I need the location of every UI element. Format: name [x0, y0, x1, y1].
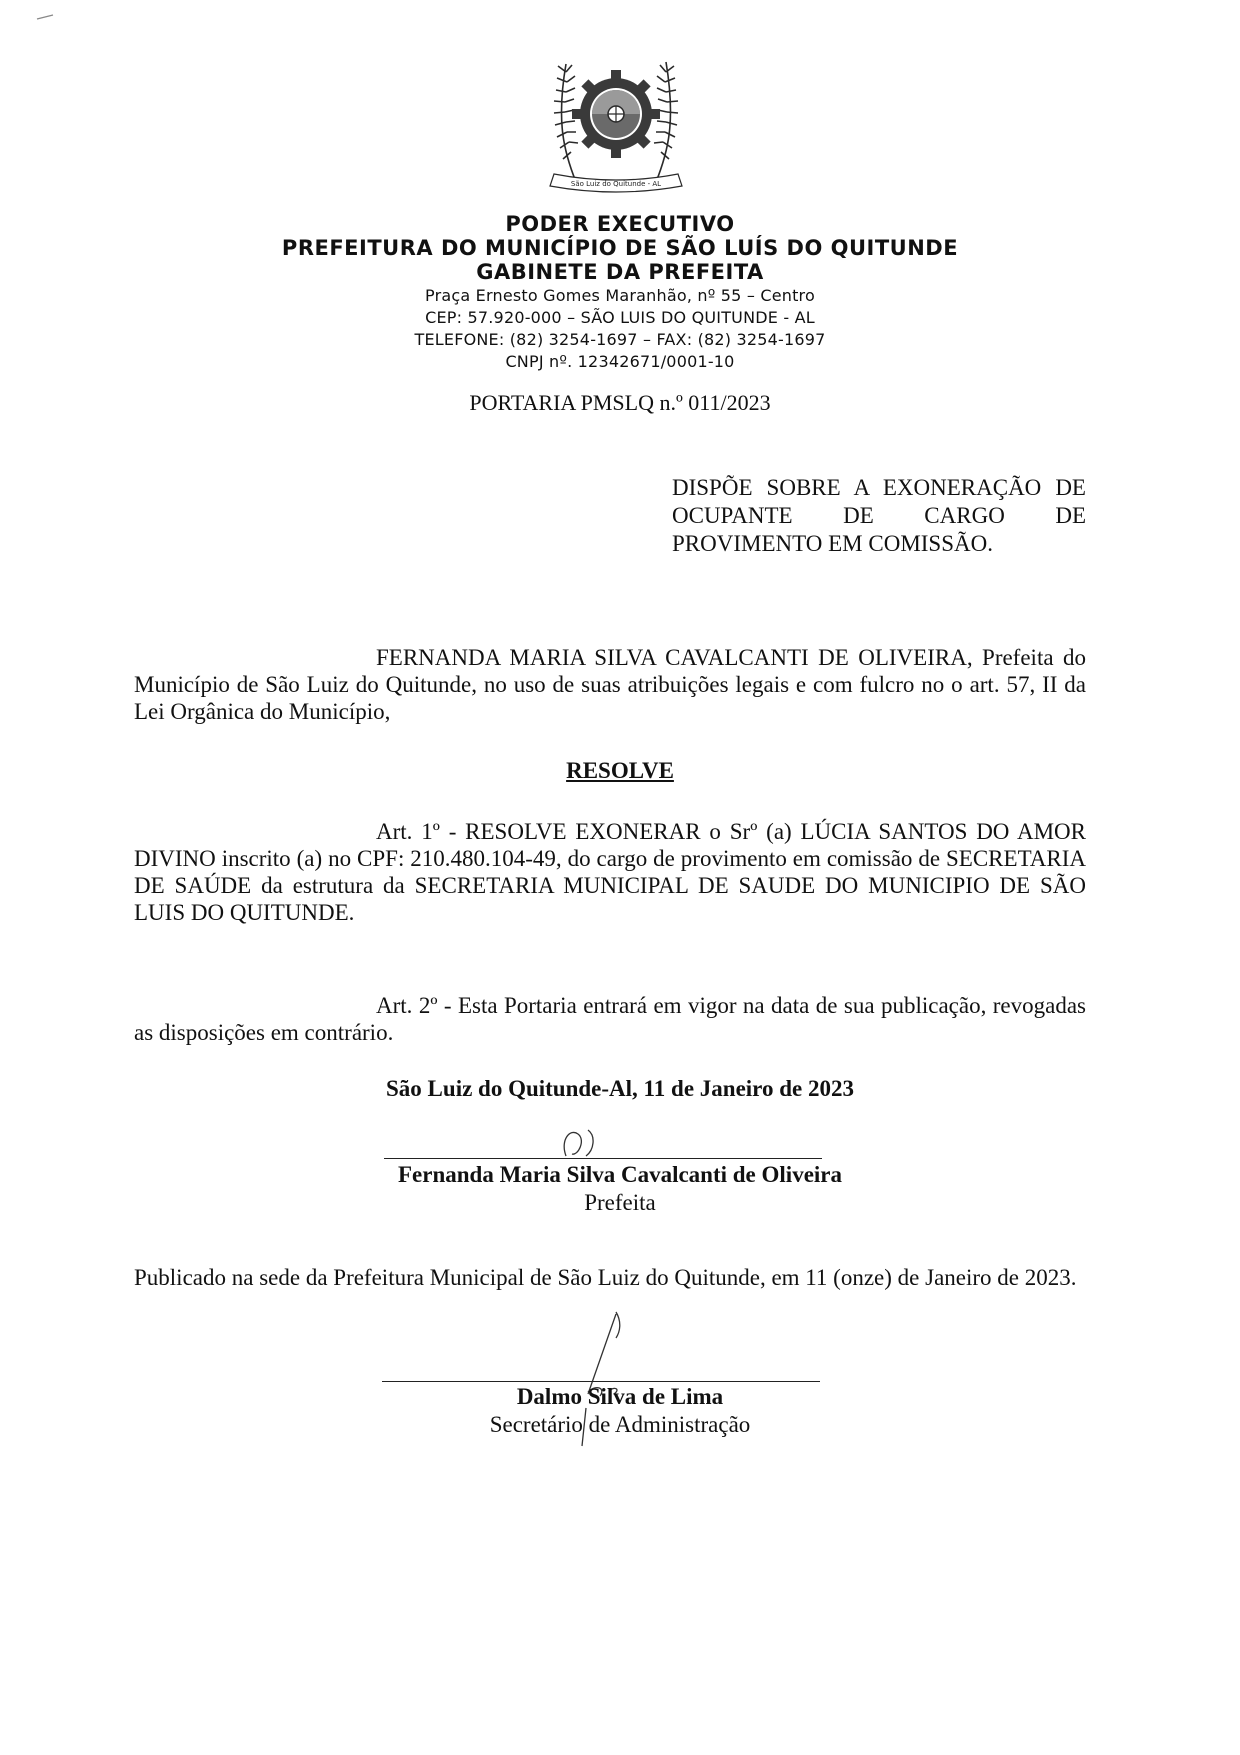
mayor-role: Prefeita: [584, 1190, 656, 1215]
preamble-paragraph: FERNANDA MARIA SILVA CAVALCANTI DE OLIVEIRA, Prefeita do Município de São Luiz do Quitunde, no uso de suas atribuições legais e com fulcro no o art. 57, II da Lei Orgânica do Município,: [134, 645, 1086, 724]
crest-motto: São Luiz do Quitunde - AL: [570, 180, 662, 188]
municipal-crest-logo: [536, 52, 696, 202]
header-address: Praça Ernesto Gomes Maranhão, nº 55 – Centro: [425, 286, 815, 305]
publication-note: Publicado na sede da Prefeitura Municipal de São Luiz do Quitunde, em 11 (onze) de Janeiro de 2023.: [134, 1265, 1077, 1290]
header-cabinet: GABINETE DA PREFEITA: [476, 260, 764, 284]
mayor-signature-line: [384, 1158, 822, 1159]
portaria-number: PORTARIA PMSLQ n.º 011/2023: [469, 390, 771, 415]
secretary-role: Secretário de Administração: [489, 1412, 751, 1437]
secretary-signature-line: [382, 1381, 820, 1382]
ementa: DISPÕE SOBRE A EXONERAÇÃO DE OCUPANTE DE CARGO DE PROVIMENTO EM COMISSÃO.: [672, 475, 1086, 556]
secretary-name: Dalmo Silva de Lima: [516, 1384, 724, 1409]
signing-date: São Luiz do Quitunde-Al, 11 de Janeiro de 2023: [386, 1076, 854, 1101]
mayor-signature-scribble: [556, 1126, 606, 1162]
header-executive-power: PODER EXECUTIVO: [505, 212, 735, 236]
header-municipality: PREFEITURA DO MUNICÍPIO DE SÃO LUÍS DO QUITUNDE: [281, 236, 959, 260]
article-2: Art. 2º - Esta Portaria entrará em vigor na data de sua publicação, revogadas as disposições em contrário.: [134, 993, 1086, 1045]
mayor-name: Fernanda Maria Silva Cavalcanti de Oliveira: [398, 1162, 842, 1187]
article-1: Art. 1º - RESOLVE EXONERAR o Srº (a) LÚCIA SANTOS DO AMOR DIVINO inscrito (a) no CPF: 210.480.104-49, do cargo de provimento em comissão de SECRETARIA DE SAÚDE da estrutura da SECRETARIA MUNICIPAL DE SAUDE DO MUNICIPIO DE SÃO LUIS DO QUITUNDE.: [134, 819, 1086, 925]
resolve-heading: RESOLVE: [566, 758, 674, 783]
header-cep: CEP: 57.920-000 – SÃO LUIS DO QUITUNDE - AL: [425, 308, 815, 327]
header-phone: TELEFONE: (82) 3254-1697 – FAX: (82) 3254-1697: [414, 330, 826, 349]
stray-mark: [36, 14, 54, 20]
header-cnpj: CNPJ nº. 12342671/0001-10: [505, 352, 735, 371]
